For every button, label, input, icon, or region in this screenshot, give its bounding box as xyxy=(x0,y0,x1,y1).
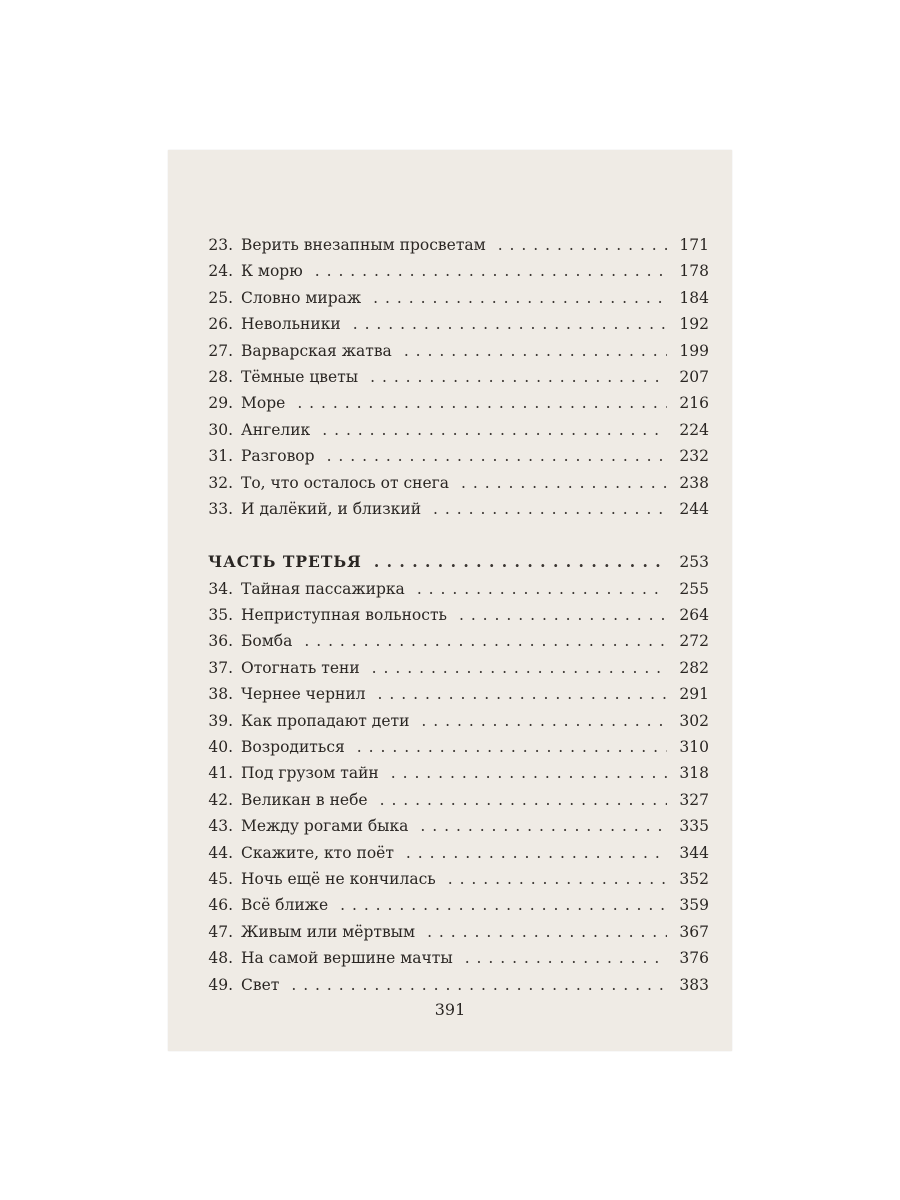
leader-dots xyxy=(448,866,667,892)
leader-dots xyxy=(370,364,667,390)
toc-entries-after xyxy=(208,576,709,998)
chapter-title: Тёмные цветы xyxy=(241,367,359,386)
chapter-number: 37. xyxy=(208,658,233,677)
toc-entry xyxy=(208,338,709,364)
toc-entry xyxy=(208,443,709,469)
chapter-number: 27. xyxy=(208,341,233,360)
leader-dots xyxy=(304,628,667,654)
chapter-number: 23. xyxy=(208,236,233,254)
chapter-number: 28. xyxy=(208,367,233,386)
chapter-number: 32. xyxy=(208,473,233,492)
leader-dots xyxy=(459,602,667,628)
chapter-page-number: 352 xyxy=(679,869,709,888)
leader-dots xyxy=(406,840,667,866)
toc-entry xyxy=(208,496,709,522)
toc-entry xyxy=(208,734,709,760)
leader-dots xyxy=(297,390,667,416)
chapter-title: На самой вершине мачты xyxy=(241,949,453,968)
chapter-number: 33. xyxy=(208,499,233,518)
toc-entry xyxy=(208,708,709,734)
chapter-title: Тайная пассажирка xyxy=(241,579,405,598)
chapter-title: Чернее чернил xyxy=(241,685,366,704)
chapter-title: Под грузом тайн xyxy=(241,764,379,783)
leader-dots xyxy=(378,681,667,707)
chapter-page-number: 318 xyxy=(679,764,709,783)
chapter-title: Ночь ещё не кончилась xyxy=(241,869,436,888)
chapter-page-number: 232 xyxy=(679,447,709,466)
leader-dots xyxy=(404,338,667,364)
toc-entry xyxy=(208,892,709,918)
leader-dots xyxy=(498,232,667,258)
toc-entry xyxy=(208,945,709,971)
toc-entry xyxy=(208,417,709,443)
chapter-title: Как пропадают дети xyxy=(241,711,410,730)
chapter-page-number: 302 xyxy=(679,711,709,730)
chapter-number: 40. xyxy=(208,738,233,757)
chapter-page-number: 359 xyxy=(679,896,709,915)
toc-entry xyxy=(208,681,709,707)
chapter-number: 48. xyxy=(208,949,233,968)
table-of-contents xyxy=(208,232,709,998)
chapter-title: Всё ближе xyxy=(241,896,329,915)
toc-entry xyxy=(208,364,709,390)
chapter-title: То, что осталось от снега xyxy=(241,473,450,492)
chapter-title: Словно мираж xyxy=(241,288,362,307)
chapter-title: Между рогами быка xyxy=(241,817,409,836)
chapter-title: Верить внезапным просветам xyxy=(241,236,486,254)
chapter-number: 31. xyxy=(208,447,233,466)
toc-entry xyxy=(208,311,709,337)
chapter-title: Разговор xyxy=(241,447,315,466)
page-number: 391 xyxy=(434,1000,466,1019)
chapter-number: 42. xyxy=(208,790,233,809)
chapter-number: 47. xyxy=(208,922,233,941)
chapter-number: 29. xyxy=(208,394,233,413)
leader-dots xyxy=(420,813,667,839)
leader-dots xyxy=(380,787,667,813)
chapter-page-number: 335 xyxy=(679,817,709,836)
part-title: ЧАСТЬ ТРЕТЬЯ xyxy=(208,552,362,572)
chapter-number: 38. xyxy=(208,685,233,704)
chapter-title: Живым или мёртвым xyxy=(241,922,416,941)
leader-dots xyxy=(340,892,667,918)
leader-dots xyxy=(327,443,667,469)
leader-dots xyxy=(391,760,667,786)
chapter-page-number: 199 xyxy=(679,341,709,360)
chapter-page-number: 376 xyxy=(679,949,709,968)
leader-dots xyxy=(357,734,667,760)
chapter-number: 35. xyxy=(208,606,233,625)
chapter-page-number: 244 xyxy=(679,499,709,518)
chapter-page-number: 291 xyxy=(679,685,709,704)
chapter-number: 26. xyxy=(208,315,233,334)
chapter-title: Варварская жатва xyxy=(241,341,392,360)
chapter-number: 24. xyxy=(208,262,233,281)
chapter-page-number: 184 xyxy=(679,288,709,307)
chapter-number: 25. xyxy=(208,288,233,307)
toc-entry xyxy=(208,258,709,284)
book-page xyxy=(168,150,732,1051)
chapter-title: Невольники xyxy=(241,315,341,334)
chapter-number: 46. xyxy=(208,896,233,915)
toc-entry xyxy=(208,840,709,866)
part-page-number: 253 xyxy=(679,553,709,572)
chapter-title: Возродиться xyxy=(241,738,345,757)
leader-dots xyxy=(372,655,667,681)
chapter-page-number: 216 xyxy=(679,394,709,413)
leader-dots xyxy=(461,470,667,496)
chapter-page-number: 171 xyxy=(679,236,709,254)
chapter-number: 39. xyxy=(208,711,233,730)
chapter-page-number: 178 xyxy=(679,262,709,281)
toc-entry xyxy=(208,787,709,813)
chapter-page-number: 224 xyxy=(679,420,709,439)
chapter-number: 34. xyxy=(208,579,233,598)
chapter-title: Отогнать тени xyxy=(241,658,360,677)
toc-entry xyxy=(208,866,709,892)
chapter-page-number: 327 xyxy=(679,790,709,809)
chapter-number: 45. xyxy=(208,869,233,888)
toc-entry xyxy=(208,232,709,258)
leader-dots xyxy=(374,549,667,575)
leader-dots xyxy=(433,496,667,522)
leader-dots xyxy=(373,285,667,311)
leader-dots xyxy=(465,945,667,971)
leader-dots xyxy=(417,576,667,602)
chapter-page-number: 207 xyxy=(679,367,709,386)
chapter-title: Великан в небе xyxy=(241,790,368,809)
leader-dots xyxy=(322,417,667,443)
chapter-title: Ангелик xyxy=(241,420,311,439)
toc-part-heading xyxy=(208,549,709,575)
chapter-page-number: 192 xyxy=(679,315,709,334)
chapter-page-number: 264 xyxy=(679,606,709,625)
toc-entry xyxy=(208,628,709,654)
chapter-page-number: 238 xyxy=(679,473,709,492)
chapter-title: Бомба xyxy=(241,632,293,651)
chapter-page-number: 344 xyxy=(679,843,709,862)
chapter-number: 43. xyxy=(208,817,233,836)
toc-entries-before xyxy=(208,232,709,522)
chapter-title: Свет xyxy=(241,975,280,994)
chapter-page-number: 282 xyxy=(679,658,709,677)
chapter-title: К морю xyxy=(241,262,303,281)
chapter-number: 44. xyxy=(208,843,233,862)
leader-dots xyxy=(315,258,667,284)
chapter-title: Скажите, кто поёт xyxy=(241,843,394,862)
toc-entry xyxy=(208,470,709,496)
leader-dots xyxy=(421,708,667,734)
chapter-number: 49. xyxy=(208,975,233,994)
toc-entry xyxy=(208,655,709,681)
chapter-page-number: 383 xyxy=(679,975,709,994)
chapter-title: Море xyxy=(241,394,286,413)
chapter-title: И далёкий, и близкий xyxy=(241,499,422,518)
toc-entry xyxy=(208,813,709,839)
toc-entry xyxy=(208,285,709,311)
toc-entry xyxy=(208,390,709,416)
toc-entry xyxy=(208,602,709,628)
leader-dots xyxy=(427,919,667,945)
toc-entry xyxy=(208,919,709,945)
chapter-page-number: 255 xyxy=(679,579,709,598)
toc-entry xyxy=(208,576,709,602)
chapter-page-number: 310 xyxy=(679,738,709,757)
chapter-number: 30. xyxy=(208,420,233,439)
chapter-title: Неприступная вольность xyxy=(241,606,447,625)
chapter-number: 36. xyxy=(208,632,233,651)
leader-dots xyxy=(291,972,667,998)
toc-entry xyxy=(208,972,709,998)
chapter-number: 41. xyxy=(208,764,233,783)
chapter-page-number: 367 xyxy=(679,922,709,941)
chapter-page-number: 272 xyxy=(679,632,709,651)
toc-entry xyxy=(208,760,709,786)
leader-dots xyxy=(353,311,667,337)
